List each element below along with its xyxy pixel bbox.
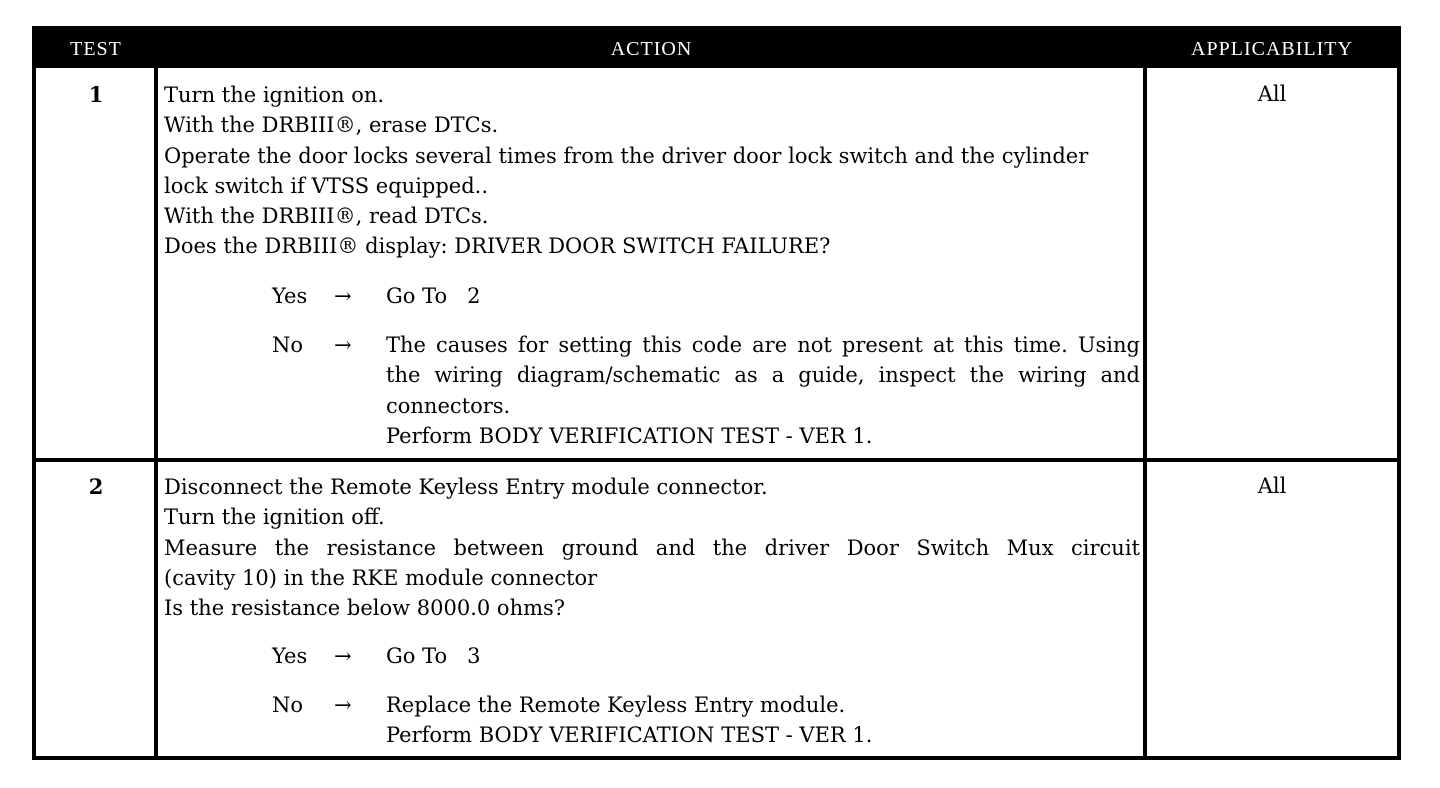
no-result-line: Perform BODY VERIFICATION TEST - VER 1. <box>386 423 873 448</box>
arrow-right-icon: → <box>334 284 352 308</box>
applicability-value: All <box>1257 474 1287 498</box>
arrow-right-icon: → <box>334 644 352 668</box>
yes-result: Go To 3 <box>386 644 481 668</box>
action-step: Measure the resistance between ground and the driver Door Switch Mux circuit <box>164 535 1140 560</box>
row-divider <box>36 458 1397 462</box>
no-result <box>386 330 1140 451</box>
action-steps <box>164 80 1140 262</box>
action-step: With the DRBIII®, erase DTCs. <box>164 113 499 138</box>
yes-label: Yes <box>272 284 308 308</box>
action-step: Turn the ignition on. <box>164 83 385 107</box>
test-number: 1 <box>88 82 104 107</box>
arrow-right-icon: → <box>334 693 352 717</box>
no-result-line: the wiring diagram/schematic as a guide, inspect the wiring and <box>386 363 1140 388</box>
header-test: TEST <box>70 38 122 60</box>
action-step: Turn the ignition off. <box>164 505 385 530</box>
yes-result: Go To 2 <box>386 284 481 308</box>
no-result-line: Perform BODY VERIFICATION TEST - VER 1. <box>386 723 873 748</box>
action-step: Disconnect the Remote Keyless Entry module connector. <box>164 475 768 499</box>
column-divider-applicability <box>1143 68 1147 760</box>
action-step: Does the DRBIII® display: DRIVER DOOR SWITCH FAILURE? <box>164 234 831 259</box>
no-label: No <box>272 333 304 357</box>
no-result-line: The causes for setting this code are not present at this time. Using <box>386 333 1140 357</box>
action-step: With the DRBIII®, read DTCs. <box>164 204 489 229</box>
no-label: No <box>272 693 304 717</box>
test-number: 2 <box>88 474 104 499</box>
action-step: Is the resistance below 8000.0 ohms? <box>164 596 566 621</box>
action-step: (cavity 10) in the RKE module connector <box>164 565 598 590</box>
action-steps <box>164 472 1140 623</box>
arrow-right-icon: → <box>334 333 352 357</box>
no-result-line: Replace the Remote Keyless Entry module. <box>386 693 846 717</box>
no-result <box>386 690 1140 751</box>
action-step: lock switch if VTSS equipped.. <box>164 173 489 198</box>
no-result-line: connectors. <box>386 393 511 418</box>
applicability-value: All <box>1257 82 1287 106</box>
header-applicability: APPLICABILITY <box>1191 38 1353 60</box>
table-header <box>36 30 1397 68</box>
header-action: ACTION <box>610 38 693 60</box>
yes-label: Yes <box>272 644 308 668</box>
action-step: Operate the door locks several times from the driver door lock switch and the cylinder <box>164 143 1089 168</box>
column-divider-test <box>154 68 158 760</box>
diagnostic-test-table <box>32 26 1401 760</box>
